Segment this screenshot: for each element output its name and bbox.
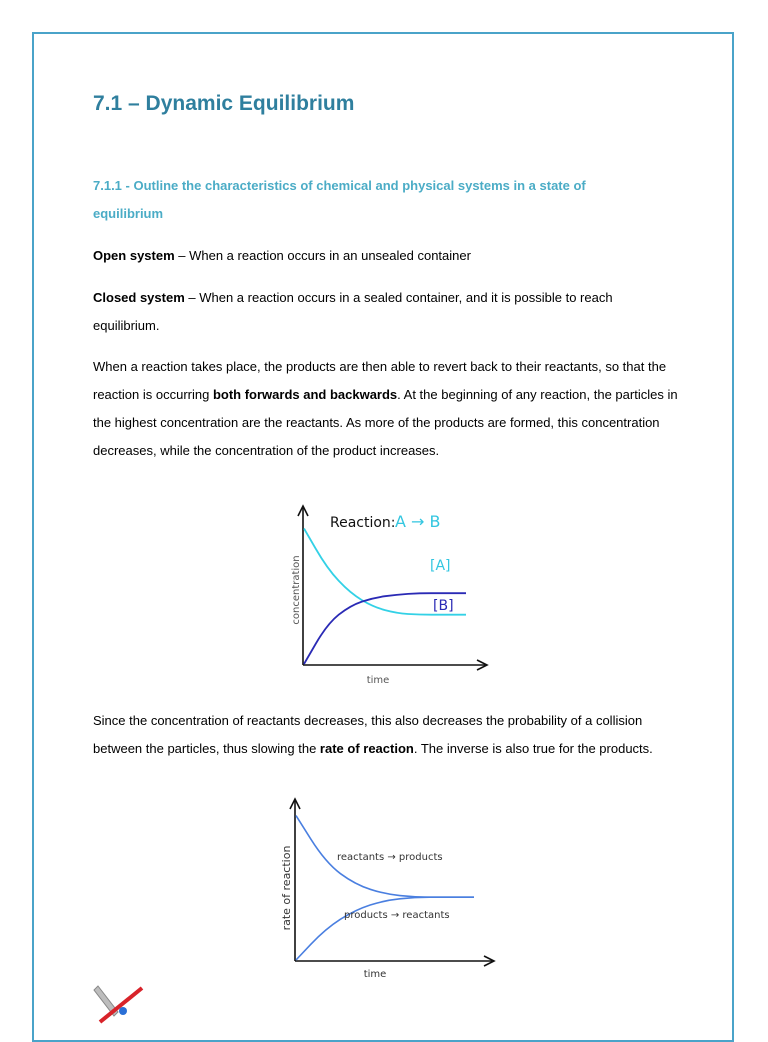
concentration-chart: [283, 500, 493, 690]
logo-shape: [119, 1007, 127, 1015]
x-axis-label: time: [366, 675, 390, 686]
reversible-reaction-paragraph: [93, 353, 681, 465]
open-system-text: – When a reaction occurs in an unsealed container: [174, 248, 471, 263]
rate-of-reaction-paragraph: [93, 707, 681, 763]
reverse-rate-label: products → reactants: [344, 910, 450, 921]
section-subheading: 7.1.1 - Outline the characteristics of chemical and physical systems in a state of equilibrium: [93, 178, 586, 221]
paragraph-bold: both forwards and backwards: [212, 387, 398, 402]
closed-system-text: – When a reaction occurs in a sealed container, and it is possible to reach equilibrium.: [93, 290, 613, 333]
paragraph-bold: rate of reaction: [319, 741, 414, 756]
rate-of-reaction-chart: [277, 793, 499, 985]
closed-system-definition: [93, 284, 681, 340]
footer-logo: [90, 982, 150, 1024]
y-axis-label: rate of reaction: [280, 845, 293, 931]
paragraph-text: When a reaction takes place, the products are then able to revert back to their reactants, so that the reaction is occurring: [93, 359, 667, 402]
x-axis-label: time: [363, 969, 387, 980]
chart-title-reaction: A → B: [395, 512, 441, 531]
series-a-label: [A]: [430, 558, 451, 574]
paragraph-text: . At the beginning of any reaction, the particles in the highest concentration are the reactants. As more of the products are formed, this concentration decreases, while the concentration of the product increases.: [93, 387, 678, 458]
reverse-rate-line: [296, 897, 474, 960]
paragraph-text: Since the concentration of reactants decreases, this also decreases the probability of a collision between the particles, thus slowing the: [93, 713, 643, 756]
page-title: 7.1 – Dynamic Equilibrium: [93, 92, 355, 115]
closed-system-term: Closed system: [93, 290, 185, 305]
y-axis-label: concentration: [291, 555, 302, 625]
chart-title-prefix: Reaction:: [330, 515, 396, 531]
forward-rate-label: reactants → products: [337, 852, 443, 863]
open-system-definition: [93, 242, 681, 270]
paragraph-text: . The inverse is also true for the products.: [413, 741, 653, 756]
series-b-label: [B]: [433, 598, 454, 614]
open-system-term: Open system: [93, 248, 175, 263]
